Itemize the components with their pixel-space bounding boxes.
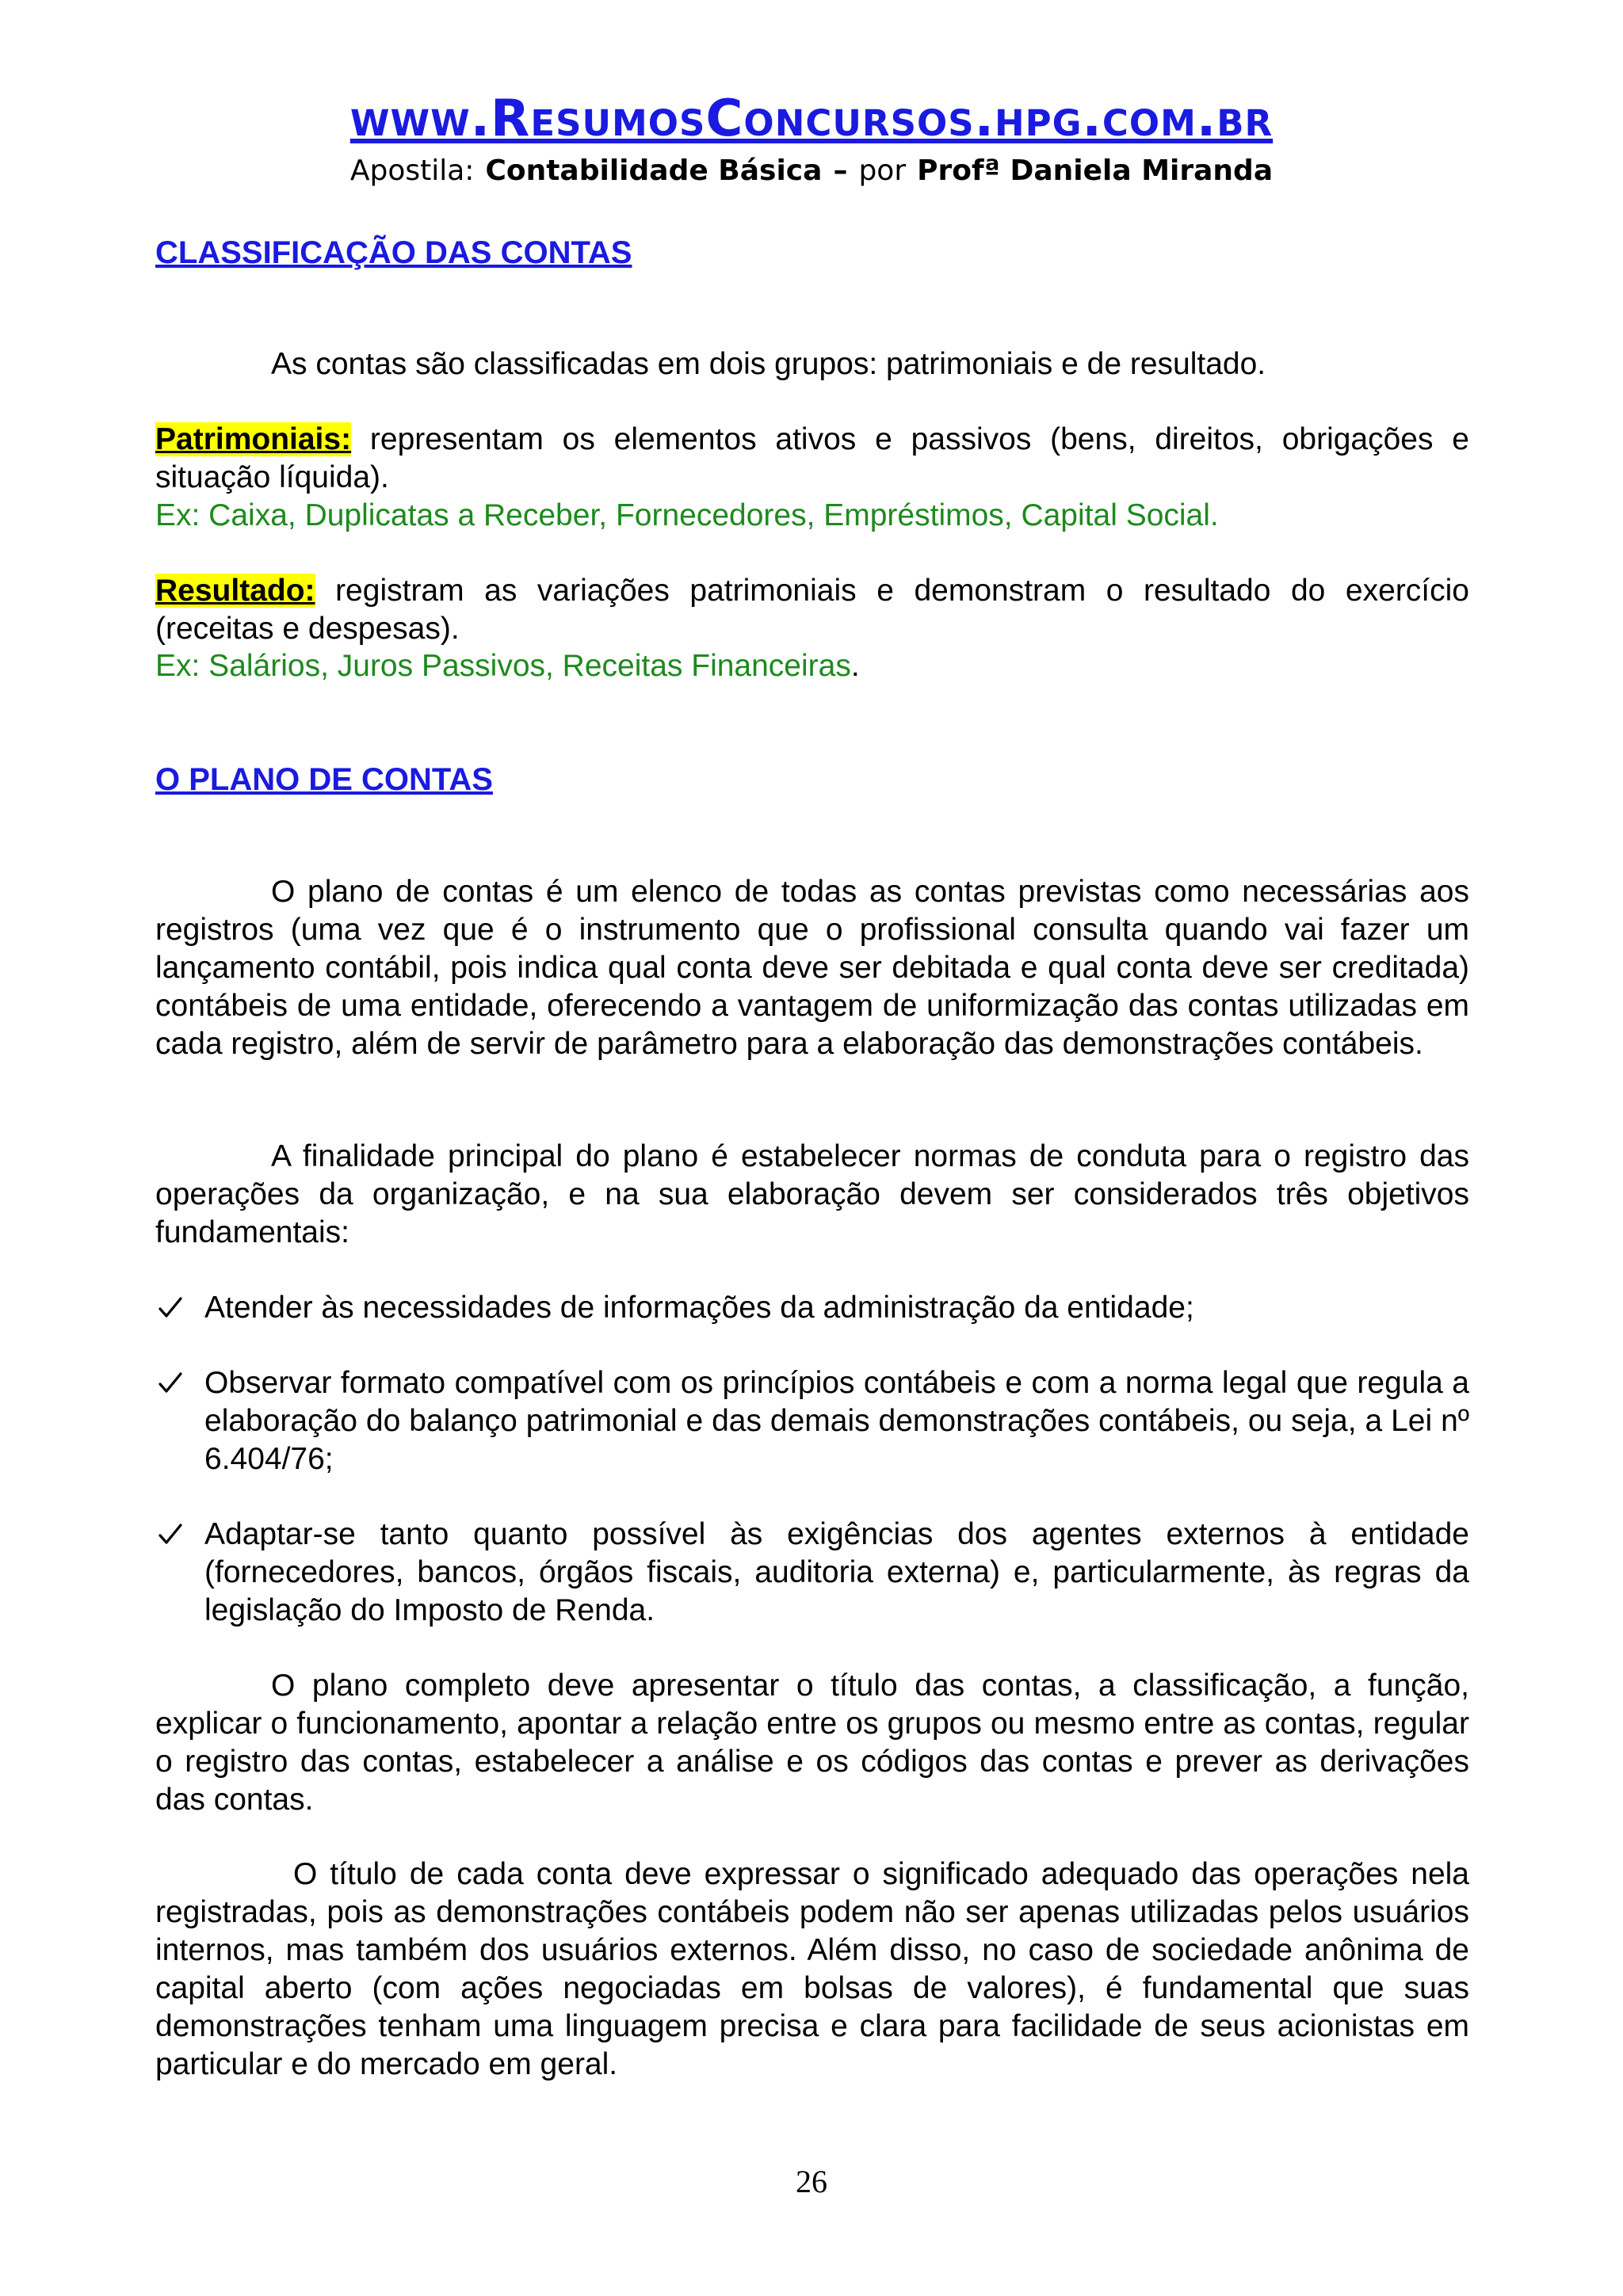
course-name: Contabilidade Básica bbox=[485, 154, 823, 187]
objective-item bbox=[155, 1364, 1469, 1478]
page-number: 26 bbox=[796, 2164, 827, 2199]
resultado-example-text: Ex: Salários, Juros Passivos, Receitas Financeiras bbox=[155, 649, 851, 683]
resultado-text: registram as variações patrimoniais e demonstram o resultado do exercício (receitas e despesas). bbox=[155, 574, 1469, 646]
por-label: por bbox=[858, 154, 907, 187]
resultado-definition bbox=[155, 572, 1469, 648]
checkmark-icon bbox=[155, 1516, 187, 1554]
patrimoniais-text: representam os elementos ativos e passivos (bens, direitos, obrigações e situação líquida). bbox=[155, 422, 1469, 494]
patrimoniais-example: Ex: Caixa, Duplicatas a Receber, Fornecedores, Empréstimos, Capital Social. bbox=[155, 498, 1219, 532]
objective-text: Adaptar-se tanto quanto possível às exigências dos agentes externos à entidade (fornecedores, bancos, órgãos fiscais, auditoria externa) e, particularmente, às regras da legislação do Imposto de Renda. bbox=[204, 1517, 1469, 1627]
objective-item bbox=[155, 1289, 1469, 1327]
plano-paragraph-2: A finalidade principal do plano é estabelecer normas de conduta para o registro das operações da organização, e na sua elaboração devem ser considerados três objetivos fundamentais: bbox=[155, 1139, 1469, 1249]
heading-classificacao: CLASSIFICAÇÃO DAS CONTAS bbox=[155, 235, 632, 270]
intro-paragraph: As contas são classificadas em dois grupos: patrimoniais e de resultado. bbox=[271, 347, 1266, 381]
author-name: Profª Daniela Miranda bbox=[917, 154, 1274, 187]
resultado-example bbox=[155, 647, 1469, 685]
resultado-example-end: . bbox=[850, 649, 860, 683]
site-url-title[interactable]: www.ResumosConcursos.hpg.com.br bbox=[349, 90, 1274, 148]
objective-text: Observar formato compatível com os princípios contábeis e com a norma legal que regula a elaboração do balanço patrimonial e das demais demonstrações contábeis, ou seja, a Lei nº 6.404/76; bbox=[204, 1366, 1469, 1476]
objective-text: Atender às necessidades de informações da administração da entidade; bbox=[204, 1291, 1194, 1325]
objective-item bbox=[155, 1516, 1469, 1630]
heading-plano-de-contas: O PLANO DE CONTAS bbox=[155, 762, 493, 797]
resultado-label: Resultado: bbox=[155, 574, 315, 608]
checkmark-icon bbox=[155, 1364, 187, 1402]
plano-paragraph-1: O plano de contas é um elenco de todas as contas previstas como necessárias aos registros (uma vez que é o instrumento que o profissional consulta quando vai fazer um lançamento contábil, pois indica qual conta deve ser debitada e qual conta deve ser creditada) contábeis de uma entidade, oferecendo a vantagem de uniformização das contas utilizadas em cada registro, além de servir de parâmetro para a elaboração das demonstrações contábeis. bbox=[155, 875, 1469, 1061]
subtitle-dash: – bbox=[833, 154, 848, 187]
patrimoniais-definition bbox=[155, 421, 1469, 497]
plano-paragraph-3: O plano completo deve apresentar o título das contas, a classificação, a função, explicar o funcionamento, apontar a relação entre os grupos ou mesmo entre as contas, regular o registro das contas, estabelecer a análise e os códigos das contas e prever as derivações das contas. bbox=[155, 1669, 1469, 1817]
apostila-subtitle bbox=[0, 154, 1623, 187]
plano-paragraph-4: O título de cada conta deve expressar o significado adequado das operações nela registradas, pois as demonstrações contábeis podem não ser apenas utilizadas pelos usuários internos, mas também dos usuários externos. Além disso, no caso de sociedade anônima de capital aberto (com ações negociadas em bolsas de valores), é fundamental que suas demonstrações tenham uma linguagem precisa e clara para facilidade de seus acionistas em particular e do mercado em geral. bbox=[155, 1857, 1469, 2081]
checkmark-icon bbox=[155, 1289, 187, 1327]
apostila-label: Apostila: bbox=[349, 154, 475, 187]
patrimoniais-label: Patrimoniais: bbox=[155, 422, 352, 456]
